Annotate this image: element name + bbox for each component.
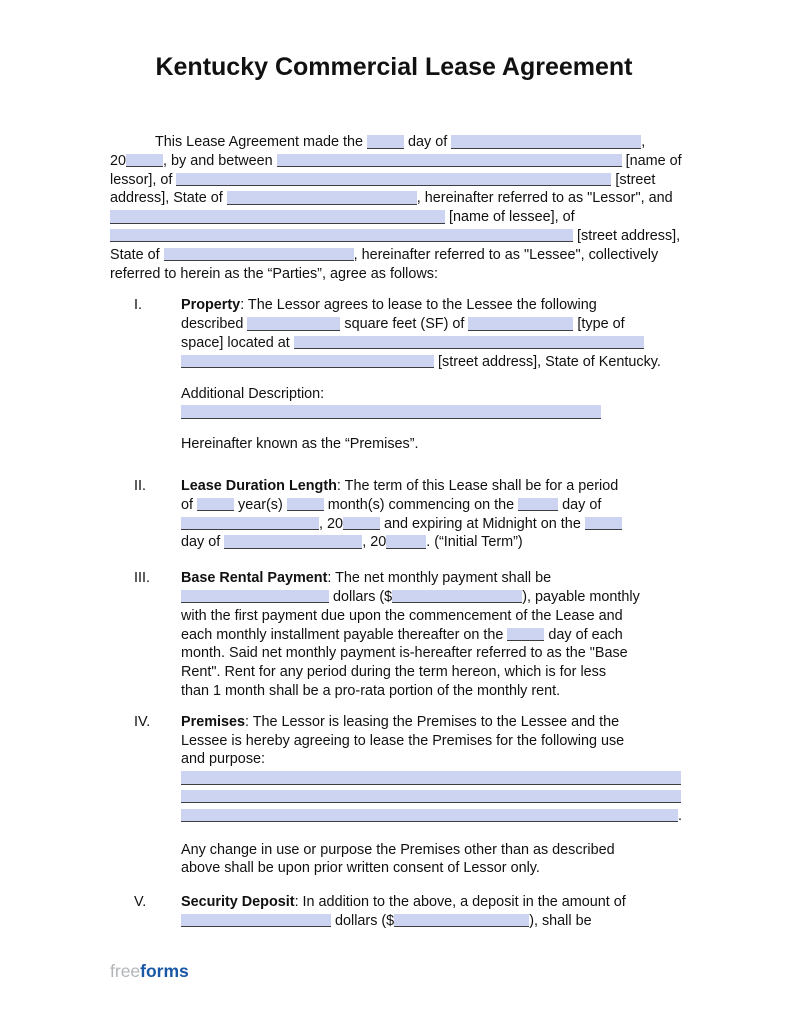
logo-free-text: free <box>110 961 141 981</box>
intro-paragraph <box>110 133 682 283</box>
text-run: : The term of this Lease shall be for a period <box>336 477 619 494</box>
text-run: month(s) commencing on the <box>323 496 519 513</box>
blank-field[interactable] <box>277 154 622 168</box>
blank-field[interactable] <box>343 517 380 531</box>
text-run: This Lease Agreement made the <box>155 134 367 150</box>
bold-text-run: Lease Duration Length <box>181 477 337 494</box>
text-run: address], State of <box>110 190 227 207</box>
text-run: Rent". Rent for any period during the term hereon, which is for less <box>181 664 607 681</box>
section-V <box>134 893 678 931</box>
blank-field[interactable] <box>181 590 329 604</box>
text-run: Lessee is hereby agreeing to lease the Premises for the following use <box>181 732 625 749</box>
brand-logo <box>110 961 189 981</box>
page-title: Kentucky Commercial Lease Agreement <box>155 53 633 81</box>
bold-text-run: Base Rental Payment <box>181 570 328 587</box>
blank-field[interactable] <box>197 498 234 512</box>
section-numeral: V. <box>134 894 147 911</box>
text-line <box>181 607 640 626</box>
text-line <box>181 769 682 788</box>
text-line <box>181 533 622 552</box>
text-run: and purpose: <box>181 751 266 768</box>
text-line <box>181 496 622 515</box>
text-run: and expiring at Midnight on the <box>380 515 585 532</box>
text-line <box>110 152 682 171</box>
text-run: [street address], State of Kentucky. <box>434 353 661 370</box>
text-run: [name of <box>621 152 682 169</box>
text-run: lessor], of <box>110 171 177 188</box>
text-line <box>110 189 678 208</box>
text-line <box>181 435 678 454</box>
text-line <box>181 732 682 751</box>
section-II <box>134 477 678 552</box>
blank-field[interactable] <box>294 336 644 350</box>
document-body <box>110 133 682 931</box>
text-run: , hereinafter referred to as "Lessee", collectively <box>353 246 659 263</box>
text-run: described <box>181 316 248 333</box>
text-line <box>181 477 622 496</box>
blank-field[interactable] <box>468 317 573 331</box>
text-line <box>181 385 678 404</box>
bold-text-run: Premises <box>181 713 246 730</box>
text-run: . (“Initial Term”) <box>426 534 523 551</box>
text-line <box>181 859 678 878</box>
text-line <box>181 807 682 826</box>
text-line <box>110 227 681 246</box>
text-run: of <box>181 496 197 513</box>
section-numeral: II. <box>134 477 146 494</box>
blank-field[interactable] <box>181 914 331 928</box>
blank-field[interactable] <box>386 535 426 549</box>
blank-field[interactable] <box>247 317 340 331</box>
text-run: : The Lessor agrees to lease to the Lessee the following <box>240 297 597 314</box>
text-line <box>181 663 640 682</box>
text-line <box>181 893 626 912</box>
text-run: day of <box>558 496 602 513</box>
text-run: with the first payment due upon the commencement of the Lease and <box>181 607 623 624</box>
blank-field[interactable] <box>585 517 622 531</box>
text-line <box>181 569 640 588</box>
text-run: year(s) <box>234 496 287 513</box>
text-run: [street address], <box>573 227 681 244</box>
blank-field[interactable] <box>110 210 445 224</box>
blank-field[interactable] <box>392 590 522 604</box>
paragraph-additional-description <box>181 385 678 423</box>
text-line <box>181 644 640 663</box>
section-I <box>134 296 678 371</box>
text-run: day of each <box>544 626 623 643</box>
blank-field[interactable] <box>224 535 362 549</box>
blank-field[interactable] <box>227 191 417 205</box>
section-numeral: I. <box>134 297 142 314</box>
text-line <box>181 788 682 807</box>
text-line <box>181 912 626 931</box>
text-run: day of <box>404 134 452 150</box>
bold-text-run: Security Deposit <box>181 894 295 911</box>
text-run: [name of lessee], of <box>445 209 575 226</box>
text-line <box>181 515 622 534</box>
text-run: referred to herein as the “Parties”, agree as follows: <box>110 265 438 282</box>
text-run: [street <box>611 171 656 188</box>
blank-field[interactable] <box>181 405 601 419</box>
text-run: ), payable monthly <box>522 588 640 605</box>
text-line <box>181 334 661 353</box>
blank-field[interactable] <box>394 914 529 928</box>
blank-field[interactable] <box>451 135 641 149</box>
text-line <box>181 353 661 372</box>
text-run: month. Said net monthly payment is-hereafter referred to as the "Base <box>181 645 628 662</box>
blank-field[interactable] <box>110 229 573 243</box>
text-line <box>181 682 640 701</box>
paragraph-hereinafter <box>181 435 678 454</box>
section-IV <box>134 713 682 826</box>
text-run: : In addition to the above, a deposit in the amount of <box>294 894 626 911</box>
blank-field[interactable] <box>164 248 354 262</box>
text-line <box>110 265 678 284</box>
text-run: , hereinafter referred to as "Lessor", and <box>416 190 673 207</box>
blank-field[interactable] <box>507 628 544 642</box>
text-line <box>110 208 678 227</box>
text-line <box>181 750 682 769</box>
text-line <box>181 296 661 315</box>
blank-field[interactable] <box>181 790 681 804</box>
text-line <box>110 171 678 190</box>
text-line <box>181 841 678 860</box>
text-run: [type of <box>573 316 625 333</box>
text-run: than 1 month shall be a pro-rata portion of the monthly rent. <box>181 682 561 699</box>
text-line <box>181 713 682 732</box>
blank-field[interactable] <box>518 498 558 512</box>
section-numeral: III. <box>134 570 150 587</box>
text-run: : The Lessor is leasing the Premises to the Lessee and the <box>245 713 620 730</box>
text-run: ), shall be <box>529 912 592 929</box>
text-line <box>110 246 678 265</box>
blank-field[interactable] <box>126 154 163 168</box>
text-run: Any change in use or purpose the Premises other than as described <box>181 841 615 858</box>
text-run: , by and between <box>163 152 277 169</box>
blank-field[interactable] <box>181 517 319 531</box>
text-line <box>110 133 678 152</box>
text-line <box>181 588 640 607</box>
section-III <box>134 569 678 701</box>
paragraph-use-change <box>181 841 678 879</box>
text-run: above shall be upon prior written consent of Lessor only. <box>181 860 540 877</box>
bold-text-run: Property <box>181 297 241 314</box>
text-line <box>181 315 661 334</box>
section-numeral: IV. <box>134 713 151 730</box>
text-run: : The net monthly payment shall be <box>327 570 552 587</box>
text-run: day of <box>181 534 225 551</box>
text-run: space] located at <box>181 334 294 351</box>
blank-field[interactable] <box>367 135 404 149</box>
text-run: Additional Description: <box>181 385 325 402</box>
blank-field[interactable] <box>287 498 324 512</box>
text-run: 20 <box>110 152 127 169</box>
blank-field[interactable] <box>176 173 611 187</box>
text-run: dollars ($ <box>331 912 395 929</box>
text-run: , 20 <box>319 515 344 532</box>
blank-field[interactable] <box>181 809 678 823</box>
text-run: square feet (SF) of <box>340 316 469 333</box>
text-run: . <box>678 807 682 824</box>
text-run: , 20 <box>362 534 387 551</box>
text-line <box>181 626 640 645</box>
text-line <box>181 403 678 422</box>
text-run: each monthly installment payable thereafter on the <box>181 626 508 643</box>
logo-forms-text: forms <box>140 961 189 981</box>
text-run: , <box>641 134 646 150</box>
blank-field[interactable] <box>181 355 434 369</box>
text-run: State of <box>110 246 164 263</box>
text-run: dollars ($ <box>329 588 393 605</box>
text-run: Hereinafter known as the “Premises”. <box>181 436 419 453</box>
blank-field[interactable] <box>181 771 681 785</box>
